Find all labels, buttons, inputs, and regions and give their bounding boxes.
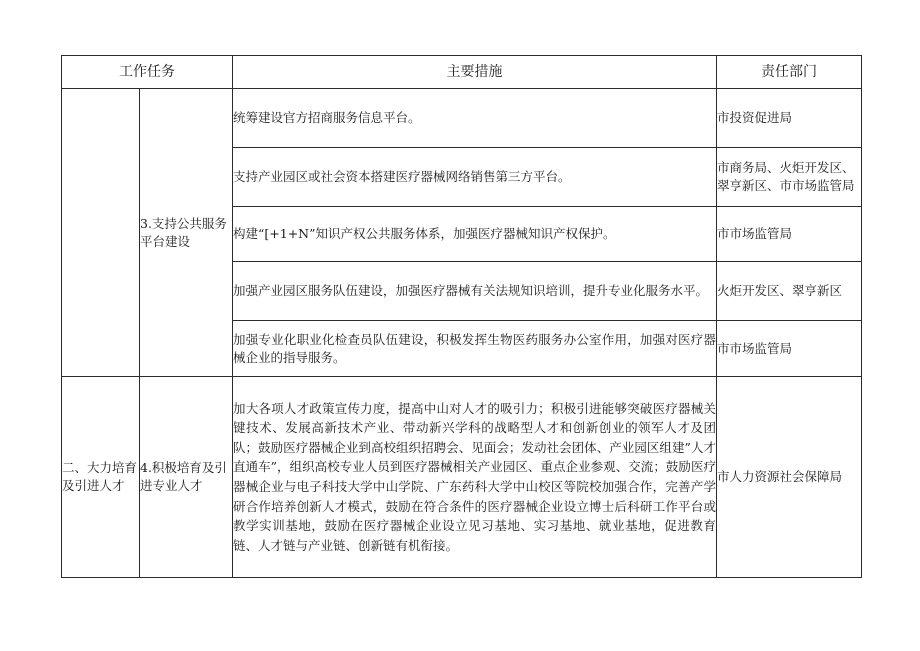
- header-measures: 主要措施: [233, 56, 717, 89]
- category-cell-empty: [62, 89, 140, 377]
- policy-table: [61, 55, 862, 578]
- measure-cell: 支持产业园区或社会资本搭建医疗器械网络销售第三方平台。: [233, 148, 717, 207]
- task-cell: 3.支持公共服务平台建设: [140, 89, 233, 377]
- dept-cell: 市市场监管局: [717, 321, 862, 377]
- table-row: [62, 377, 862, 578]
- measure-cell: 加强专业化职业化检查员队伍建设，积极发挥生物医药服务办公室作用，加强对医疗器械企业的指导服务。: [233, 321, 717, 377]
- measure-cell: 加强产业园区服务队伍建设，加强医疗器械有关法规知识培训，提升专业化服务水平。: [233, 262, 717, 321]
- dept-cell: 市市场监管局: [717, 207, 862, 262]
- task-cell: 4.积极培育及引进专业人才: [140, 377, 233, 578]
- measure-cell: 加大各项人才政策宣传力度，提高中山对人才的吸引力；积极引进能够突破医疗器械关键技术、发展高新技术产业、带动新兴学科的战略型人才和创新创业的领军人才及团队；鼓励医疗器械企业到高校组织招聘会、见面会；发动社会团体、产业园区组建”人才直通车”，组织高校专业人员到医疗器械相关产业园区、重点企业参观、交流；鼓励医疗器械企业与电子科技大学中山学院、广东药科大学中山校区等院校加强合作，完善产学研合作培养创新人才模式，鼓励在符合条件的医疗器械企业设立博士后科研工作平台或教学实训基地，鼓励在医疗器械企业设立见习基地、实习基地、就业基地，促进教育链、人才链与产业链、创新链有机衔接。: [233, 377, 717, 578]
- category-cell: 二、大力培育及引进人才: [62, 377, 140, 578]
- header-dept: 责任部门: [717, 56, 862, 89]
- measure-cell: 统筹建设官方招商服务信息平台。: [233, 89, 717, 148]
- dept-cell: 火炬开发区、翠亨新区: [717, 262, 862, 321]
- measure-cell: 构建“[+1+N”知识产权公共服务体系，加强医疗器械知识产权保护。: [233, 207, 717, 262]
- dept-cell: 市人力资源社会保障局: [717, 377, 862, 578]
- table-header-row: [62, 56, 862, 89]
- dept-cell: 市商务局、火炬开发区、翠亨新区、市市场监管局: [717, 148, 862, 207]
- table-row: [62, 89, 862, 148]
- header-task: 工作任务: [62, 56, 233, 89]
- dept-cell: 市投资促进局: [717, 89, 862, 148]
